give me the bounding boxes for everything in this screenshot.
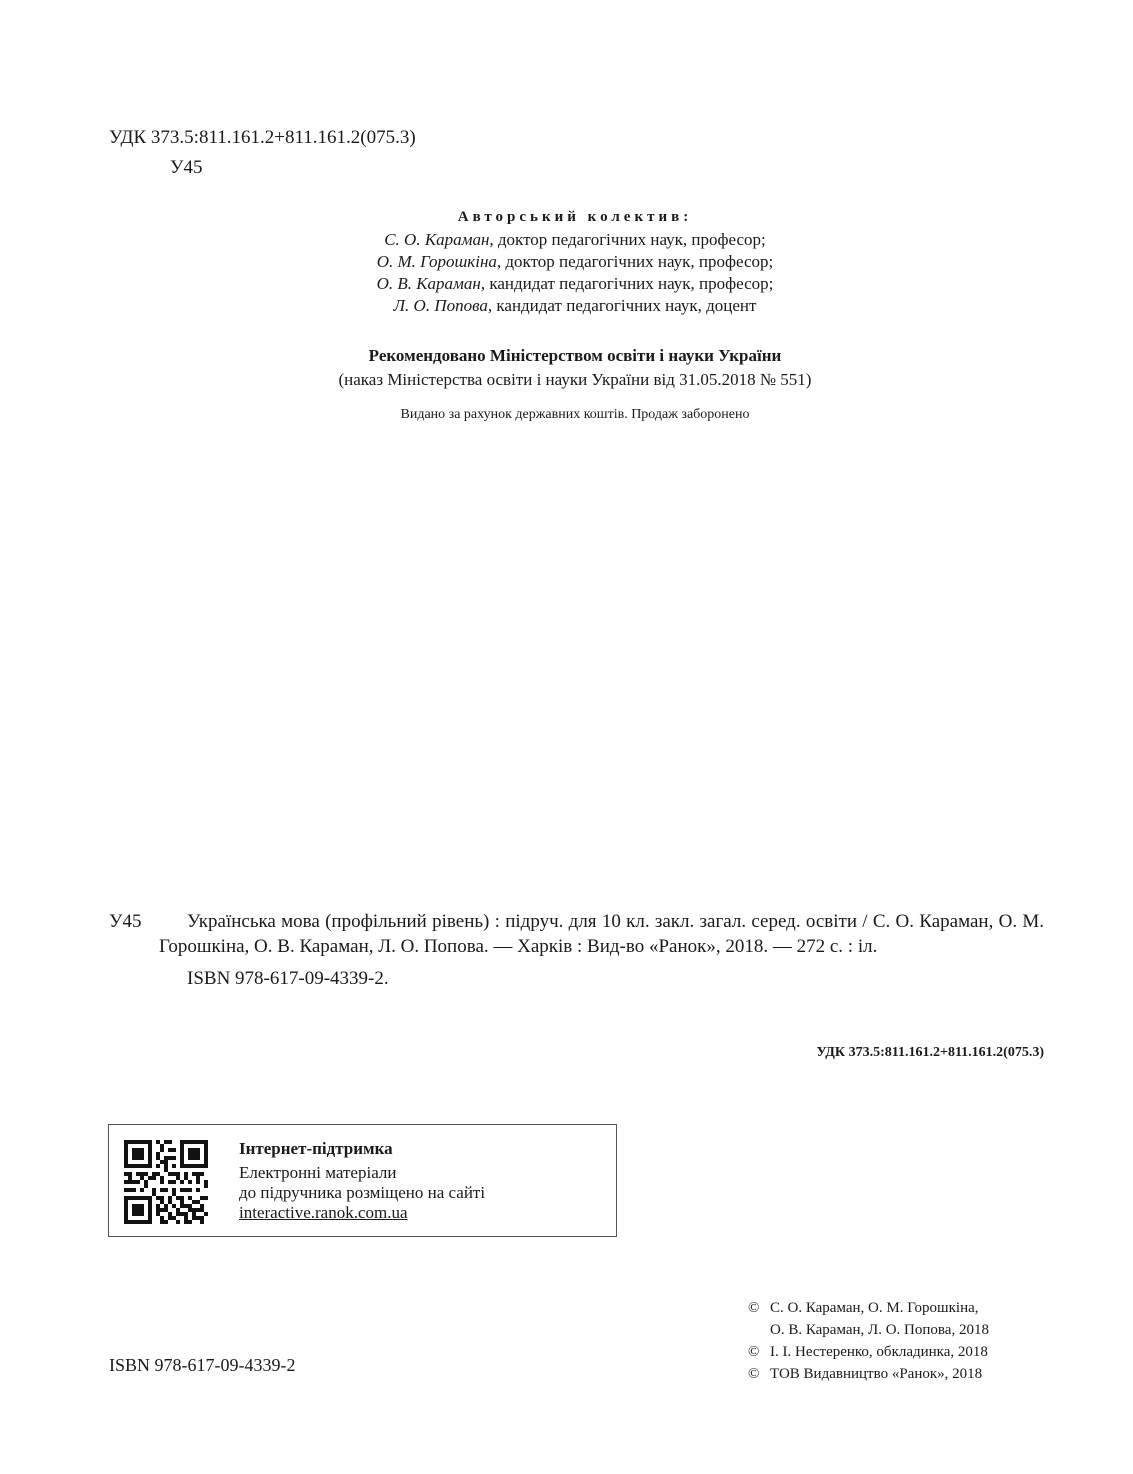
copyright-sign: © xyxy=(748,1366,760,1382)
udk-code-right: УДК 373.5:811.161.2+811.161.2(075.3) xyxy=(816,1045,1044,1060)
author-role: , доктор педагогічних наук, професор; xyxy=(489,230,766,249)
author-line xyxy=(200,229,950,251)
author-line xyxy=(200,251,950,273)
copyright-line xyxy=(748,1319,989,1341)
free-distribution-note: Видано за рахунок державних коштів. Продаж заборонено xyxy=(400,407,750,422)
bibliographic-description: Українська мова (профільний рівень) : підруч. для 10 кл. закл. загал. серед. освіти / С. О. Караман, О. М. Горошкіна, О. В. Караман, Л. О. Попова. — Харків : Вид-во «Ранок», 2018. — 272 с. : іл. xyxy=(159,911,1044,957)
copyright-sign: © xyxy=(748,1300,760,1316)
bibliographic-code: У45 xyxy=(109,911,142,932)
copyright-block xyxy=(748,1297,989,1385)
copyright-sign: © xyxy=(748,1344,760,1360)
internet-support-title: Інтернет-підтримка xyxy=(239,1139,393,1158)
copyright-line xyxy=(748,1341,989,1363)
recommendation-order: (наказ Міністерства освіти і науки України від 31.05.2018 № 551) xyxy=(338,370,812,389)
author-name: О. М. Горошкіна xyxy=(376,252,497,271)
copyright-text: ТОВ Видавництво «Ранок», 2018 xyxy=(770,1366,983,1382)
support-website-link[interactable]: interactive.ranok.com.ua xyxy=(239,1203,408,1222)
qr-code-icon[interactable] xyxy=(124,1140,208,1224)
author-collective xyxy=(200,206,950,317)
udk-code-top: УДК 373.5:811.161.2+811.161.2(075.3) xyxy=(109,127,416,148)
copyright-text: О. В. Караман, Л. О. Попова, 2018 xyxy=(770,1322,989,1338)
author-name: О. В. Караман xyxy=(376,274,481,293)
recommendation-title: Рекомендовано Міністерством освіти і науки України xyxy=(368,346,782,365)
copyright-text: І. І. Нестеренко, обкладинка, 2018 xyxy=(770,1344,988,1360)
ministry-recommendation xyxy=(150,344,1000,392)
author-line xyxy=(200,273,950,295)
author-role: , доктор педагогічних наук, професор; xyxy=(496,252,774,271)
authors-heading: Авторський колектив: xyxy=(457,209,693,225)
internet-support-line: до підручника розміщено на сайті xyxy=(239,1183,486,1202)
author-role: , кандидат педагогічних наук, професор; xyxy=(480,274,774,293)
internet-support-text xyxy=(239,1139,485,1223)
internet-support-box xyxy=(108,1124,617,1237)
isbn-number: ISBN 978-617-09-4339-2 xyxy=(109,1355,296,1375)
copyright-line xyxy=(748,1363,989,1385)
author-mark-code-top: У45 xyxy=(170,157,203,178)
author-name: Л. О. Попова xyxy=(393,296,488,315)
copyright-text: С. О. Караман, О. М. Горошкіна, xyxy=(770,1300,979,1316)
author-line xyxy=(200,295,950,317)
author-role: , кандидат педагогічних наук, доцент xyxy=(487,296,757,315)
bibliographic-isbn: ISBN 978-617-09-4339-2. xyxy=(187,968,389,989)
author-name: С. О. Караман xyxy=(384,230,490,249)
bibliographic-record xyxy=(109,909,1044,991)
internet-support-line: Електронні матеріали xyxy=(239,1163,397,1182)
copyright-line xyxy=(748,1297,989,1319)
